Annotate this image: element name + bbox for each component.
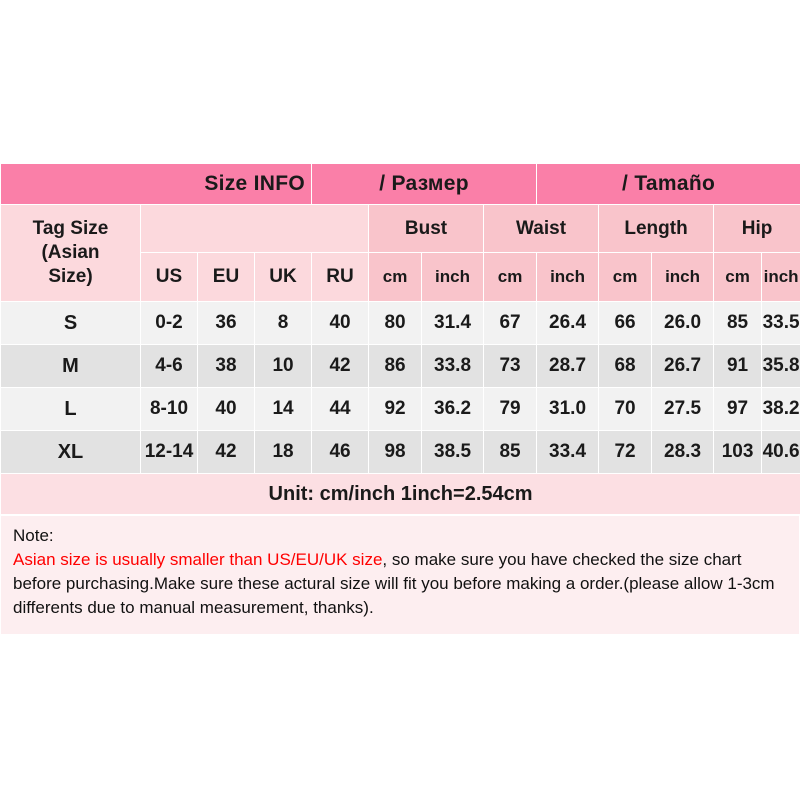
title-segment-tamano: / Tamaño	[537, 164, 800, 205]
cell-m-us: 4-6	[141, 345, 198, 388]
header-waist-cm: cm	[484, 253, 537, 302]
cell-s-hip-cm: 85	[714, 302, 762, 345]
header-length: Length	[599, 205, 714, 253]
cell-xl-hip-inch: 40.6	[762, 431, 800, 474]
header-waist: Waist	[484, 205, 599, 253]
header-uk: UK	[255, 253, 312, 302]
cell-xl-eu: 42	[198, 431, 255, 474]
cell-m-waist-cm: 73	[484, 345, 537, 388]
note-rest-text: , so make sure you have checked the size chart before purchasing.Make sure these actural size will fit you before making a order.(please allow 1-3cm differents due to manual measurement, thanks).	[13, 550, 775, 618]
cell-l-hip-cm: 97	[714, 388, 762, 431]
cell-l-hip-inch: 38.2	[762, 388, 800, 431]
cell-size-s: S	[1, 302, 141, 345]
cell-s-us: 0-2	[141, 302, 198, 345]
cell-m-length-cm: 68	[599, 345, 652, 388]
header-length-inch: inch	[652, 253, 714, 302]
header-length-cm: cm	[599, 253, 652, 302]
header-bust: Bust	[369, 205, 484, 253]
cell-s-length-inch: 26.0	[652, 302, 714, 345]
title-segment-razmer: / Размер	[312, 164, 537, 205]
cell-l-length-cm: 70	[599, 388, 652, 431]
table-row	[1, 388, 800, 431]
header-waist-inch: inch	[537, 253, 599, 302]
cell-l-uk: 14	[255, 388, 312, 431]
cell-s-bust-cm: 80	[369, 302, 422, 345]
header-hip-cm: cm	[714, 253, 762, 302]
cell-xl-ru: 46	[312, 431, 369, 474]
header-bust-cm: cm	[369, 253, 422, 302]
size-chart-table	[0, 163, 800, 515]
table-row	[1, 431, 800, 474]
cell-size-xl: XL	[1, 431, 141, 474]
cell-m-bust-inch: 33.8	[422, 345, 484, 388]
title-bar-row	[1, 164, 800, 205]
cell-xl-length-cm: 72	[599, 431, 652, 474]
cell-xl-waist-inch: 33.4	[537, 431, 599, 474]
cell-m-hip-inch: 35.8	[762, 345, 800, 388]
note-block	[0, 515, 800, 635]
header-tag-size-line1: Tag Size	[32, 218, 109, 240]
cell-s-ru: 40	[312, 302, 369, 345]
header-row-measurements	[1, 205, 800, 253]
cell-s-waist-cm: 67	[484, 302, 537, 345]
cell-s-hip-inch: 33.5	[762, 302, 800, 345]
cell-s-waist-inch: 26.4	[537, 302, 599, 345]
cell-m-uk: 10	[255, 345, 312, 388]
header-hip: Hip	[714, 205, 800, 253]
cell-l-waist-cm: 79	[484, 388, 537, 431]
cell-l-waist-inch: 31.0	[537, 388, 599, 431]
cell-s-eu: 36	[198, 302, 255, 345]
cell-m-hip-cm: 91	[714, 345, 762, 388]
header-bust-inch: inch	[422, 253, 484, 302]
cell-xl-bust-cm: 98	[369, 431, 422, 474]
cell-xl-us: 12-14	[141, 431, 198, 474]
cell-s-uk: 8	[255, 302, 312, 345]
header-tag-size-line2: (Asian	[41, 242, 100, 264]
cell-xl-uk: 18	[255, 431, 312, 474]
cell-l-bust-cm: 92	[369, 388, 422, 431]
table-row	[1, 345, 800, 388]
note-label: Note:	[13, 526, 54, 545]
cell-l-eu: 40	[198, 388, 255, 431]
cell-xl-waist-cm: 85	[484, 431, 537, 474]
cell-size-m: M	[1, 345, 141, 388]
cell-m-bust-cm: 86	[369, 345, 422, 388]
cell-xl-length-inch: 28.3	[652, 431, 714, 474]
header-us: US	[141, 253, 198, 302]
cell-m-waist-inch: 28.7	[537, 345, 599, 388]
cell-m-length-inch: 26.7	[652, 345, 714, 388]
cell-xl-hip-cm: 103	[714, 431, 762, 474]
header-region-spacer	[141, 205, 369, 253]
note-red-text: Asian size is usually smaller than US/EU/UK size	[13, 550, 383, 569]
cell-xl-bust-inch: 38.5	[422, 431, 484, 474]
title-segment-size-info: Size INFO	[1, 164, 312, 205]
header-tag-size-line3: Size)	[48, 265, 93, 287]
cell-s-length-cm: 66	[599, 302, 652, 345]
unit-note-row	[1, 474, 800, 515]
header-hip-inch: inch	[762, 253, 800, 302]
cell-l-length-inch: 27.5	[652, 388, 714, 431]
cell-size-l: L	[1, 388, 141, 431]
cell-m-ru: 42	[312, 345, 369, 388]
unit-note-text: Unit: cm/inch 1inch=2.54cm	[1, 474, 800, 515]
note-body	[13, 548, 787, 620]
cell-s-bust-inch: 31.4	[422, 302, 484, 345]
cell-l-ru: 44	[312, 388, 369, 431]
header-eu: EU	[198, 253, 255, 302]
cell-l-us: 8-10	[141, 388, 198, 431]
header-ru: RU	[312, 253, 369, 302]
table-row	[1, 302, 800, 345]
header-tag-size	[1, 205, 141, 302]
cell-m-eu: 38	[198, 345, 255, 388]
size-chart-container	[0, 163, 800, 635]
cell-l-bust-inch: 36.2	[422, 388, 484, 431]
